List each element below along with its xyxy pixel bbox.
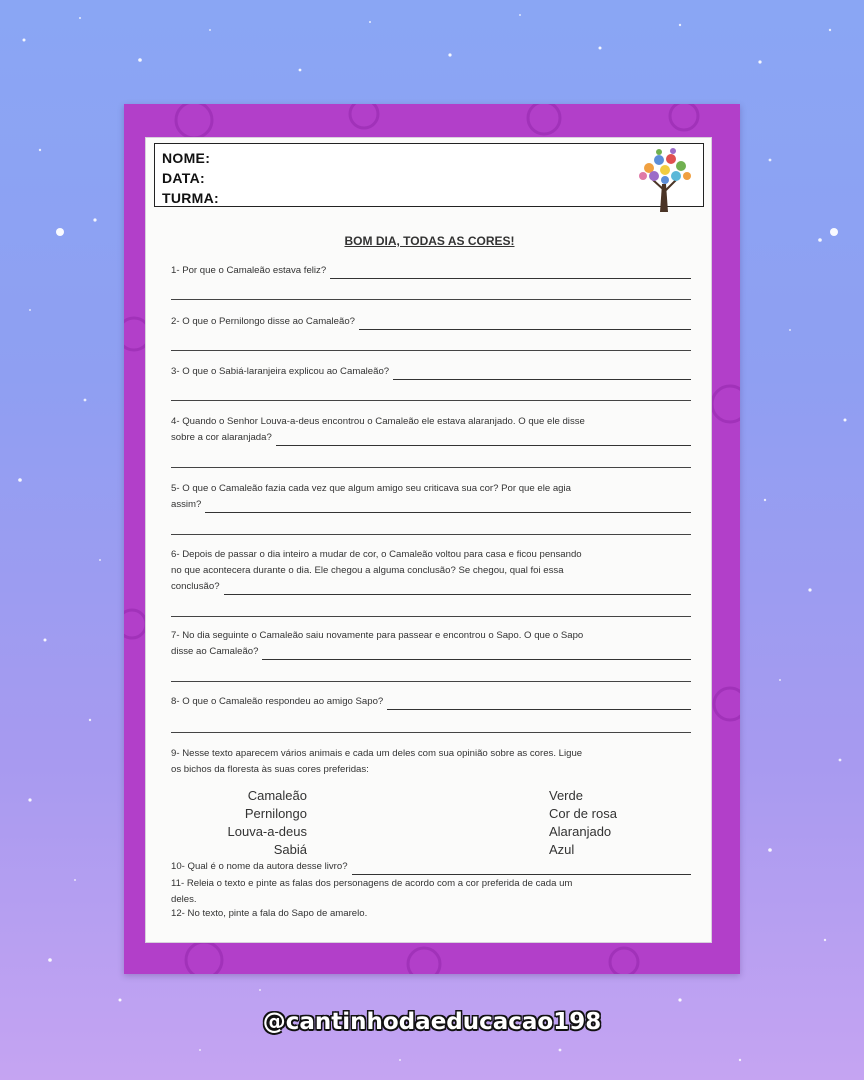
question-9-text-line-2: os bichos da floresta às suas cores preferidas: bbox=[171, 764, 369, 775]
answer-line[interactable] bbox=[205, 501, 691, 513]
question-7-text-line-2: disse ao Camaleão? bbox=[171, 646, 259, 657]
answer-line[interactable] bbox=[224, 583, 691, 595]
answer-line[interactable] bbox=[171, 534, 691, 535]
question-1-text: 1- Por que o Camaleão estava feliz? bbox=[171, 265, 327, 276]
nome-label: NOME: bbox=[162, 150, 211, 166]
question-11-text-line-2: deles. bbox=[171, 894, 197, 905]
student-info-box bbox=[154, 143, 704, 207]
question-5-text-line-2: assim? bbox=[171, 499, 202, 510]
question-5-text-line-1: 5- O que o Camaleão fazia cada vez que algum amigo seu criticava sua cor? Por que ele agia bbox=[171, 483, 571, 494]
color-alaranjado[interactable]: Alaranjado bbox=[549, 824, 612, 839]
worksheet-title: BOM DIA, TODAS AS CORES! bbox=[344, 234, 515, 248]
answer-line[interactable] bbox=[171, 616, 691, 617]
instagram-handle: @cantinhodaeducacao198 bbox=[262, 1009, 602, 1035]
question-3 bbox=[171, 364, 691, 380]
color-verde[interactable]: Verde bbox=[549, 788, 583, 803]
color-azul[interactable]: Azul bbox=[549, 842, 575, 857]
animal-pernilongo[interactable]: Pernilongo bbox=[244, 806, 307, 821]
question-2-text: 2- O que o Pernilongo disse ao Camaleão? bbox=[171, 316, 355, 327]
question-7 bbox=[171, 628, 691, 660]
question-9-text-line-1: 9- Nesse texto aparecem vários animais e cada um deles com sua opinião sobre as cores. Ligue bbox=[171, 748, 583, 759]
question-8 bbox=[171, 694, 691, 710]
question-8-text: 8- O que o Camaleão respondeu ao amigo Sapo? bbox=[171, 696, 384, 707]
answer-line[interactable] bbox=[276, 434, 691, 446]
tree-icon bbox=[629, 146, 699, 216]
answer-line[interactable] bbox=[171, 681, 691, 682]
answer-line[interactable] bbox=[171, 732, 691, 733]
question-4-text-line-1: 4- Quando o Senhor Louva-a-deus encontrou o Camaleão ele estava alaranjado. O que ele disse bbox=[171, 416, 585, 427]
answer-line[interactable] bbox=[359, 318, 691, 330]
data-label: DATA: bbox=[162, 170, 205, 186]
animal-sabia[interactable]: Sabiá bbox=[273, 842, 307, 857]
question-4 bbox=[171, 414, 691, 446]
question-12 bbox=[171, 906, 691, 922]
question-1 bbox=[171, 263, 691, 279]
animal-louva-a-deus[interactable]: Louva-a-deus bbox=[227, 824, 307, 839]
question-6-text-line-2: no que acontecera durante o dia. Ele chegou a alguma conclusão? Se chegou, qual foi essa bbox=[171, 565, 564, 576]
question-6 bbox=[171, 547, 691, 595]
question-4-text-line-2: sobre a cor alaranjada? bbox=[171, 432, 272, 443]
question-9 bbox=[171, 746, 691, 778]
answer-line[interactable] bbox=[393, 368, 691, 380]
question-7-text-line-1: 7- No dia seguinte o Camaleão saiu novamente para passear e encontrou o Sapo. O que o Sapo bbox=[171, 630, 584, 641]
question-12-text: 12- No texto, pinte a fala do Sapo de amarelo. bbox=[171, 908, 368, 919]
question-6-text-line-1: 6- Depois de passar o dia inteiro a mudar de cor, o Camaleão voltou para casa e ficou pensando bbox=[171, 549, 582, 560]
answer-line[interactable] bbox=[387, 698, 691, 710]
color-cor-de-rosa[interactable]: Cor de rosa bbox=[549, 806, 617, 821]
question-10-text: 10- Qual é o nome da autora desse livro? bbox=[171, 861, 348, 872]
question-3-text: 3- O que o Sabiá-laranjeira explicou ao Camaleão? bbox=[171, 366, 390, 377]
animal-camaleao[interactable]: Camaleão bbox=[247, 788, 307, 803]
question-10 bbox=[171, 859, 691, 875]
answer-line[interactable] bbox=[262, 648, 691, 660]
answer-line[interactable] bbox=[171, 299, 691, 300]
answer-line[interactable] bbox=[171, 467, 691, 468]
question-5 bbox=[171, 481, 691, 513]
worksheet-page bbox=[145, 137, 712, 943]
question-2 bbox=[171, 314, 691, 330]
question-11-text-line-1: 11- Releia o texto e pinte as falas dos personagens de acordo com a cor preferida de cada um bbox=[171, 878, 573, 889]
answer-line[interactable] bbox=[352, 863, 691, 875]
answer-line[interactable] bbox=[171, 350, 691, 351]
turma-label: TURMA: bbox=[162, 190, 220, 206]
question-11 bbox=[171, 876, 691, 908]
answer-line[interactable] bbox=[330, 267, 691, 279]
question-6-text-line-3: conclusão? bbox=[171, 581, 220, 592]
answer-line[interactable] bbox=[171, 400, 691, 401]
